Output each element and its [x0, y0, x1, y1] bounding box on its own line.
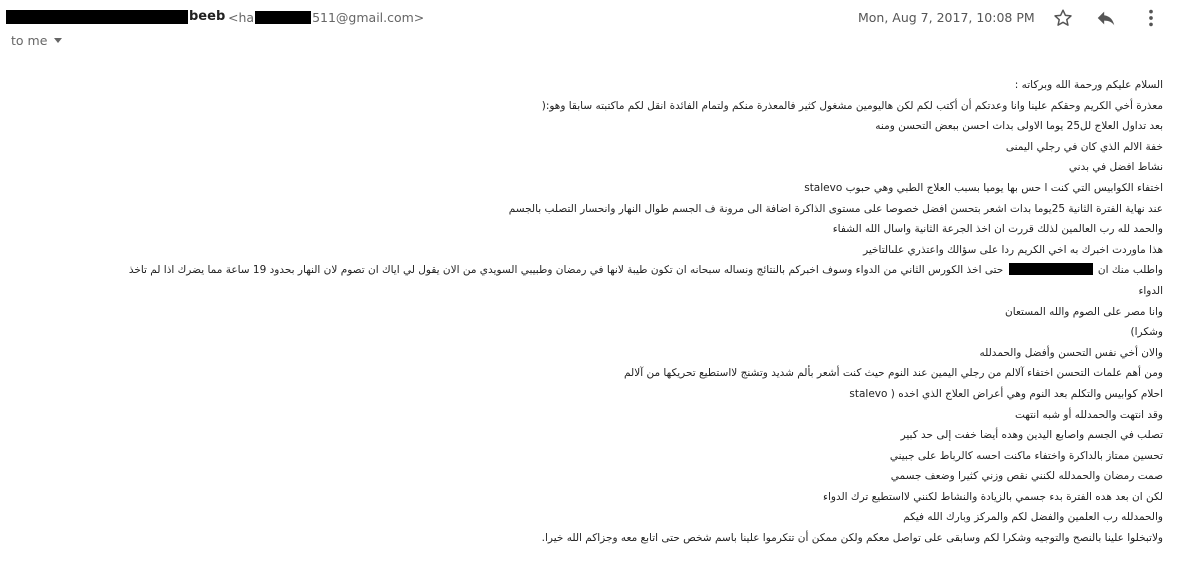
star-button[interactable] [1051, 6, 1075, 30]
message-line: ولاتبخلوا علينا بالنصح والتوجيه وشكرا لكم وسابقى على تواصل معكم ولكن ممكن أن تتكرموا علينا باسم شخص حتى اتابع معه وجزاكم الله خيرا. [541, 532, 1163, 545]
message-line: هذا ماوردت اخبرك به اخي الكريم ردا على سؤالك واعتذري علىالتاخير [863, 243, 1163, 256]
recipient-dropdown[interactable] [11, 33, 62, 48]
message-line-with-redaction [23, 260, 1163, 281]
sender-email[interactable] [228, 10, 424, 25]
message-line: والان أخي نفس التحسن وأفضل والحمدلله [979, 346, 1163, 359]
email-prefix: <ha [228, 10, 255, 25]
redacted-email-part [255, 11, 311, 24]
message-line: تحسين ممتاز بالداكرة واختفاء ماكنت احسه كالرباط على جبيني [889, 449, 1163, 462]
message-line: معذرة أخي الكريم وحقكم علينا وانا وعدتكم أن أكتب لكم لكن هاليومين مشغول كثير فالمعذرة منكم ولتمام الفائدة انقل لكم ماكتبته سابقا وهو:( [541, 99, 1163, 112]
message-header [0, 0, 1177, 60]
message-line: نشاط افضل في بدني [1068, 161, 1163, 174]
recipient-label: to me [11, 33, 48, 48]
more-options-button[interactable] [1139, 6, 1163, 30]
message-line: خفة الالم الذي كان في رجلي اليمنى [1005, 140, 1163, 153]
message-line: احلام كوابيس والتكلم بعد النوم وهي أعراض العلاج الذي اخده ( stalevo [849, 387, 1163, 400]
reply-icon [1095, 7, 1117, 29]
message-line: ومن أهم علمات التحسن اختفاء آلالم من رجلي اليمين عند النوم حيث كنت أشعر بألم شديد وتشنج لااستطيع تحريكها من آلالم [624, 367, 1163, 380]
star-icon [1052, 7, 1074, 29]
message-line: اختفاء الكوابيس التي كنت ا حس بها يوميا بسبب العلاج الطبي وهي حبوب stalevo [804, 181, 1163, 194]
message-segment: حتى اخذ الكورس الثاني من الدواء وسوف اخبركم بالنتائج ونساله سبحانه ان تكون طيبة لانها في رمضان وطبيبي السويدي من الان يقول لي اياك ان تصوم لان النهار بحدود 19 ساعة مما يضرك اذا لم تاخذ [128, 264, 1004, 277]
message-date: Mon, Aug 7, 2017, 10:08 PM [858, 10, 1035, 25]
message-line: عند نهاية الفترة الثانية 25يوما بدات اشعر بتحسن افضل خصوصا على مستوى الذاكرة اضافة الى مرونة ف الجسم طوال النهار وانحسار التصلب بالجسم [508, 202, 1163, 215]
message-line: تصلب في الجسم واصابع اليدين وهده أيضا خفت إلى حد كبير [900, 429, 1163, 442]
redacted-text [1009, 263, 1093, 275]
chevron-down-icon [54, 38, 62, 43]
message-line: وانا مصر على الصوم والله المستعان [1005, 305, 1163, 318]
message-line: صمت رمضان والحمدلله لكنني نقص وزني كثيرا وضعف جسمي [890, 470, 1163, 483]
message-line: والحمدلله رب العلمين والفضل لكم والمركز وبارك الله فيكم [903, 511, 1163, 524]
message-line: الدواء [1138, 284, 1163, 297]
redacted-sender-name [6, 10, 188, 24]
message-line: وشكرا) [1130, 326, 1163, 339]
email-suffix: 511@gmail.com> [312, 10, 425, 25]
message-line: لكن ان بعد هده الفترة بدء جسمي بالزيادة والنشاط لكنني لااستطيع ترك الدواء [823, 490, 1163, 503]
more-vert-icon [1140, 7, 1162, 29]
sender-name[interactable]: beeb [189, 9, 226, 24]
message-segment: واطلب منك ان [1097, 264, 1163, 277]
reply-button[interactable] [1094, 6, 1118, 30]
message-line: والحمد لله رب العالمين لذلك قررت ان اخذ الجرعة الثانية واسال الله الشفاء [832, 223, 1163, 236]
message-body [23, 75, 1163, 549]
message-line: بعد تداول العلاج لل25 يوما الاولى بدات احسن ببعض التحسن ومنه [875, 120, 1163, 133]
message-line: السلام عليكم ورحمة الله وبركاته : [1014, 79, 1163, 91]
message-line: وقد انتهت والحمدلله أو شبه انتهت [1014, 408, 1163, 421]
